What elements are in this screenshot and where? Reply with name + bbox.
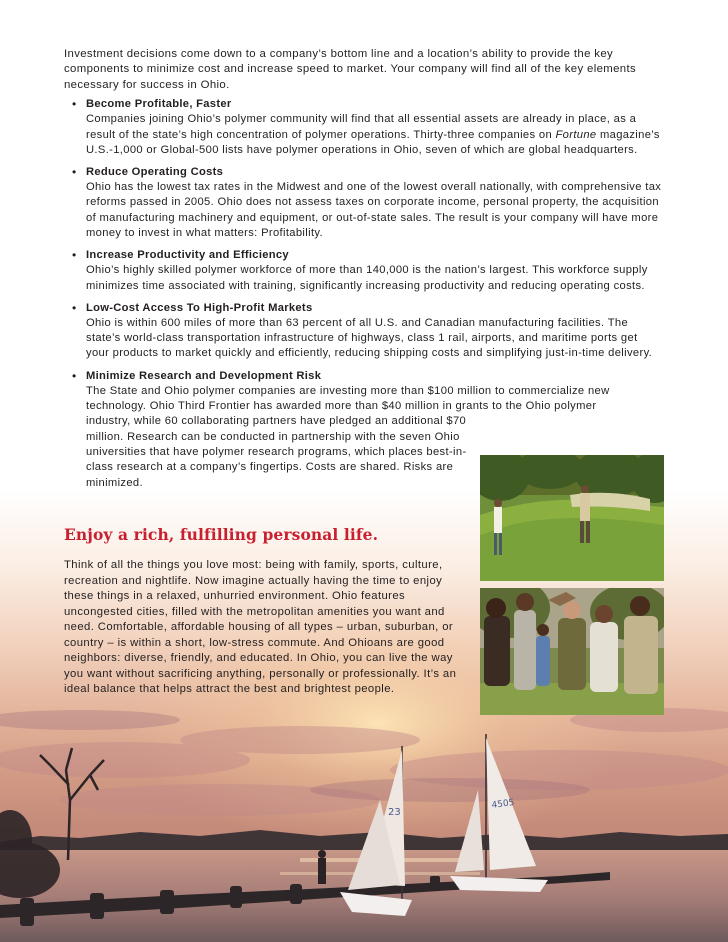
personal-life-paragraph: Think of all the things you love most: being with family, sports, culture, recreation and nightlife. Now imagine actually having the time to enjoy these things in a relaxed, unhurried environment. Ohio features uncongested cities, filled with the metropolitan amenities you want and need. Comfortable, affordable housing of all types – urban, suburban, or country – is within a short, low-stress commute. And Ohioans are good neighbors: diverse, friendly, and educated. In Ohio, you can live the way you want without sacrificing anything, personally or professionally. It’s an ideal balance that helps attract the best and brightest people. — [64, 559, 457, 695]
bullet-title: Increase Productivity and Efficiency — [86, 249, 289, 262]
list-item — [64, 165, 664, 241]
bullet-title: Minimize Research and Development Risk — [86, 369, 322, 382]
bullet-text: Ohio is within 600 miles of more than 63 percent of all U.S. and Canadian manufacturing facilities. The state’s world-class transportation infrastructure of highways, class 1 rail, airports, and maritime ports get your products to market quickly and efficiently, reducing shipping costs and simplifying just-in-time delivery. — [86, 316, 653, 360]
bullet-text: Companies joining Ohio’s polymer community will find that all essential assets are already in place, as a result of the state’s high concentration of polymer operations. Thirty-three companies on Fortune magazine’s U.S.-1,000 or Global-500 lists have polymer operations in Ohio, seven of which are global headquarters. — [86, 113, 660, 156]
bullet-title: Become Profitable, Faster — [86, 98, 232, 111]
sail-number-right: 4505 — [491, 797, 516, 811]
bullet-title: Low-Cost Access To High-Profit Markets — [86, 301, 313, 314]
group-outdoors-photo — [480, 588, 664, 715]
sail-number-left: 23 — [388, 807, 401, 818]
golf-photo — [480, 455, 664, 581]
bullet-text: Ohio has the lowest tax rates in the Midwest and one of the lowest overall nationally, with comprehensive tax reforms passed in 2005. Ohio does not assess taxes on corporate income, personal property, the acquisition of manufacturing machinery and equipment, or out-of-state sales. The result is your company will have more money to invest in what matters: Profitability. — [86, 181, 662, 239]
bullet-text-continued: industry, while 60 collaborating partners have pledged an additional $70 million. Research can be conducted in partnership with the seven Ohio universities that have polymer research programs, which places best-in-class research at a company’s fingertips. Costs are shared. Risks are minimized. — [86, 415, 467, 489]
list-item — [64, 97, 664, 158]
section-heading: Enjoy a rich, fulfilling personal life. — [64, 525, 379, 544]
bullet-icon: • — [72, 368, 77, 383]
bullet-text: The State and Ohio polymer companies are investing more than $100 million to commercialize new technology. Ohio Third Frontier has awarded more than $40 million in grants to the Ohio polymer — [86, 384, 610, 413]
benefits-list — [64, 97, 664, 491]
bullet-icon: • — [72, 97, 77, 112]
intro-paragraph: Investment decisions come down to a company’s bottom line and a location’s ability to provide the key components to minimize cost and increase speed to market. Your company will find all of the key elements necessary for success in Ohio. — [64, 48, 637, 91]
bullet-title: Reduce Operating Costs — [86, 166, 224, 179]
list-item — [64, 301, 664, 362]
bullet-text: Ohio’s highly skilled polymer workforce of more than 140,000 is the nation’s largest. This workforce supply minimizes time associated with training, significantly increasing productivity and reducing operating costs. — [86, 264, 648, 292]
bullet-icon: • — [72, 300, 77, 315]
list-item — [64, 248, 664, 294]
main-content — [64, 47, 664, 498]
bullet-icon: • — [72, 248, 77, 263]
bullet-icon: • — [72, 165, 77, 180]
